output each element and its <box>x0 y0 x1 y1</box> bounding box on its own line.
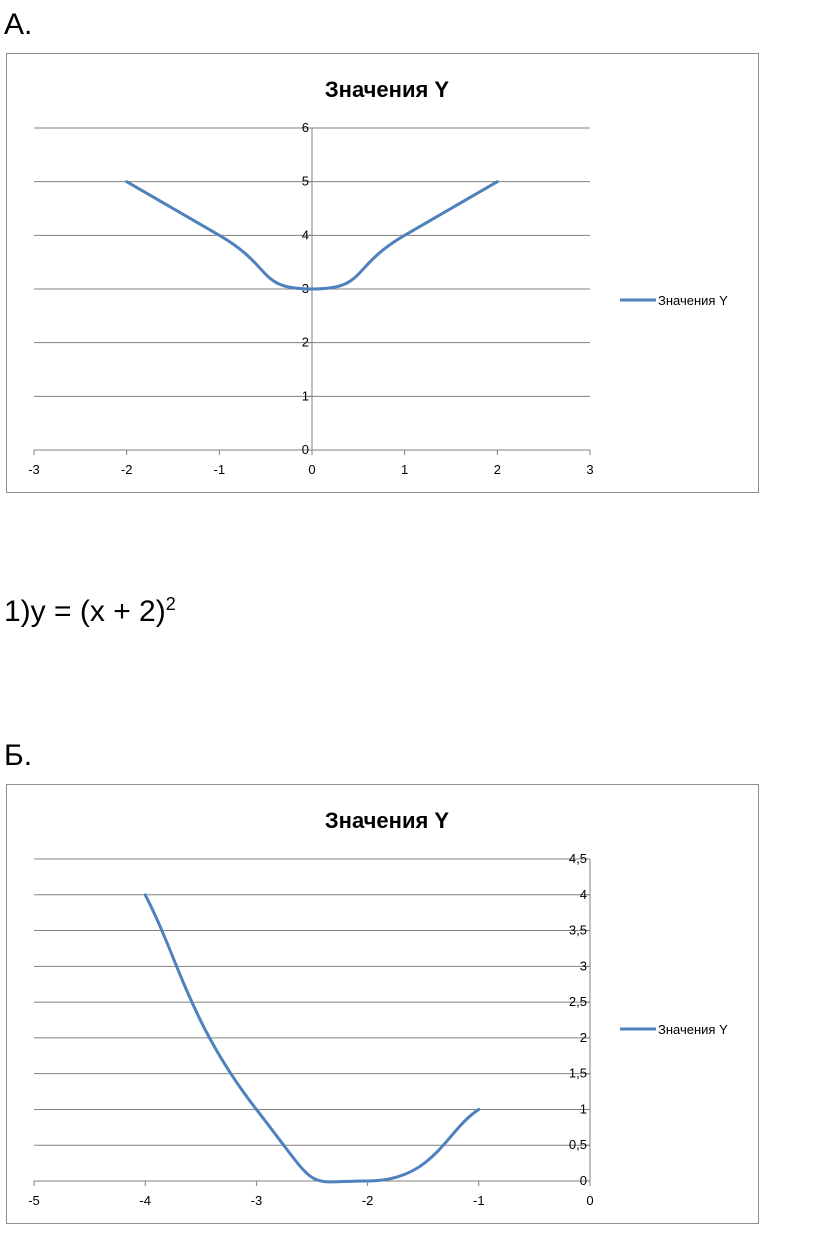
chartb-y-tick-label: 1 <box>579 1101 587 1117</box>
chartb-x-tick-label: -2 <box>361 1193 374 1208</box>
formula-text: 1)y = (x + 2) <box>4 595 166 628</box>
chartb-y-tick-label: 2 <box>579 1029 587 1045</box>
charta-y-tick-label: 3 <box>301 281 309 296</box>
charta-y-tick-label: 6 <box>301 120 309 135</box>
chart-b-label: Б. <box>4 739 33 772</box>
chartb-x-tick-label: 0 <box>586 1193 594 1208</box>
formula <box>4 594 176 628</box>
chartb-y-tick-label: 4 <box>579 886 587 902</box>
chart-a-svg <box>7 54 760 494</box>
chart-a-label: А. <box>4 8 33 41</box>
chart-a <box>6 53 759 493</box>
charta-y-tick-label: 4 <box>301 227 309 243</box>
chartb-y-tick-label: 1,5 <box>568 1065 587 1081</box>
chartb-y-tick-label: 0,5 <box>568 1137 587 1153</box>
chartb-title: Значения Y <box>324 808 450 833</box>
charta-x-tick-label: 2 <box>493 462 501 477</box>
chartb-x-tick-label: -5 <box>28 1193 40 1208</box>
charta-y-tick-label: 1 <box>301 388 309 404</box>
chartb-x-tick-label: -4 <box>139 1193 151 1208</box>
chart-b-svg <box>7 785 760 1225</box>
chartb-y-tick-label: 3 <box>579 958 587 974</box>
charta-x-tick-label: -1 <box>213 462 226 477</box>
charta-legend-label: Значения Y <box>658 293 728 308</box>
charta-x-tick-label: -3 <box>28 462 40 477</box>
charta-x-tick-label: 0 <box>308 462 316 477</box>
charta-y-tick-label: 5 <box>301 173 309 189</box>
charta-x-tick-label: 1 <box>401 462 409 477</box>
chartb-legend-label: Значения Y <box>658 1022 728 1037</box>
chartb-x-tick-label: -1 <box>473 1193 485 1208</box>
chartb-y-tick-label: 2,5 <box>568 994 587 1010</box>
chartb-x-tick-label: -3 <box>250 1193 263 1208</box>
charta-title: Значения Y <box>324 77 450 102</box>
charta-x-tick-label: -2 <box>120 462 133 477</box>
chartb-y-tick-label: 3,5 <box>568 922 587 938</box>
charta-y-tick-label: 2 <box>301 334 309 350</box>
chartb-y-tick-label: 0 <box>579 1173 587 1188</box>
chart-b <box>6 784 759 1224</box>
charta-x-tick-label: 3 <box>586 462 594 477</box>
chartb-y-tick-label: 4,5 <box>568 851 587 866</box>
charta-y-tick-label: 0 <box>301 442 309 457</box>
formula-exponent: 2 <box>165 594 176 614</box>
